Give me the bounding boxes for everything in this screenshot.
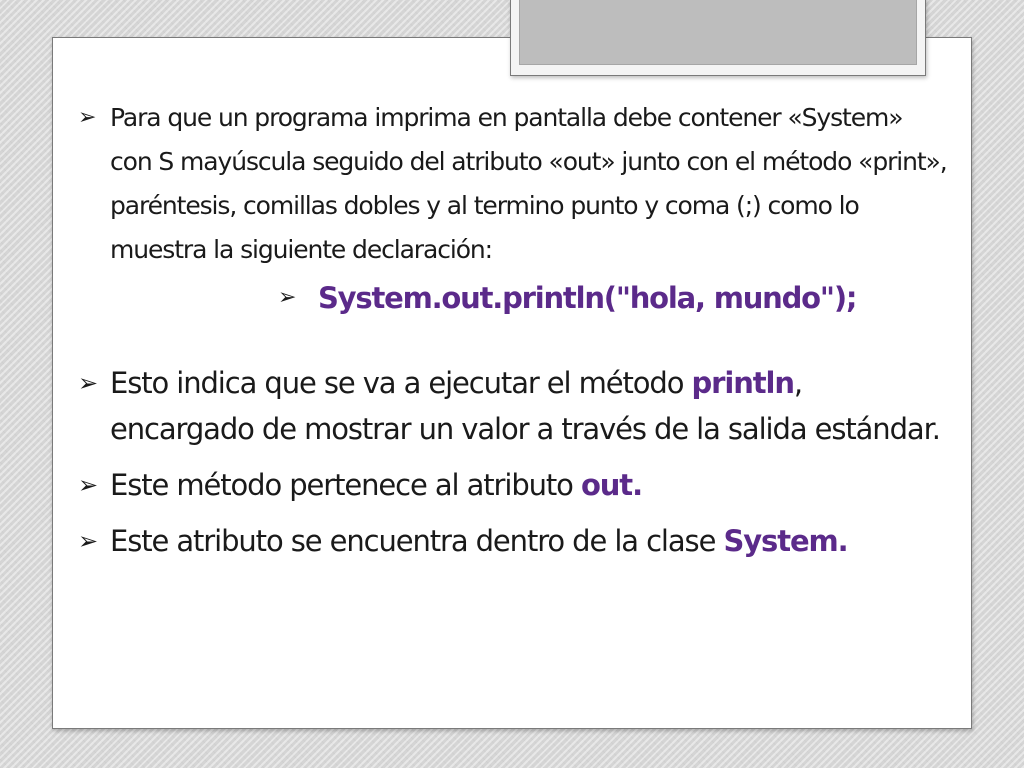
- bullet-item-print-requirements: [78, 96, 948, 320]
- title-placeholder-tab: [510, 0, 926, 76]
- arrow-bullet-icon: ➢: [78, 471, 98, 499]
- bullet-text: Para que un programa imprima en pantalla debe contener «System» con S mayúscula seguido del atributo «out» junto con el método «print», paréntesis, comillas dobles y al termino punto y coma (;) como lo muestra la siguiente declaración:: [110, 103, 947, 264]
- bullet-list: [78, 96, 948, 564]
- bullet-text-after: , encargado de mostrar un valor a través de la salida estándar.: [110, 366, 940, 446]
- arrow-bullet-icon: ➢: [78, 105, 96, 130]
- bullet-text-before: Esto indica que se va a ejecutar el método: [110, 366, 692, 400]
- keyword-out: out.: [580, 468, 642, 502]
- arrow-bullet-icon: ➢: [278, 285, 296, 310]
- keyword-println: println: [691, 366, 794, 400]
- bullet-item-out-attribute: [78, 462, 948, 508]
- bullet-item-system-class: [78, 518, 948, 564]
- arrow-bullet-icon: ➢: [78, 527, 98, 555]
- sub-bullet-code-example: [110, 276, 948, 320]
- bullet-text-before: Este atributo se encuentra dentro de la clase: [110, 524, 724, 558]
- bullet-text-before: Este método pertenece al atributo: [110, 468, 581, 502]
- code-example-text: System.out.println("hola, mundo");: [318, 281, 857, 315]
- keyword-system: System.: [723, 524, 848, 558]
- arrow-bullet-icon: ➢: [78, 369, 98, 397]
- bullet-item-println-explanation: [78, 360, 948, 452]
- title-placeholder: [519, 0, 917, 65]
